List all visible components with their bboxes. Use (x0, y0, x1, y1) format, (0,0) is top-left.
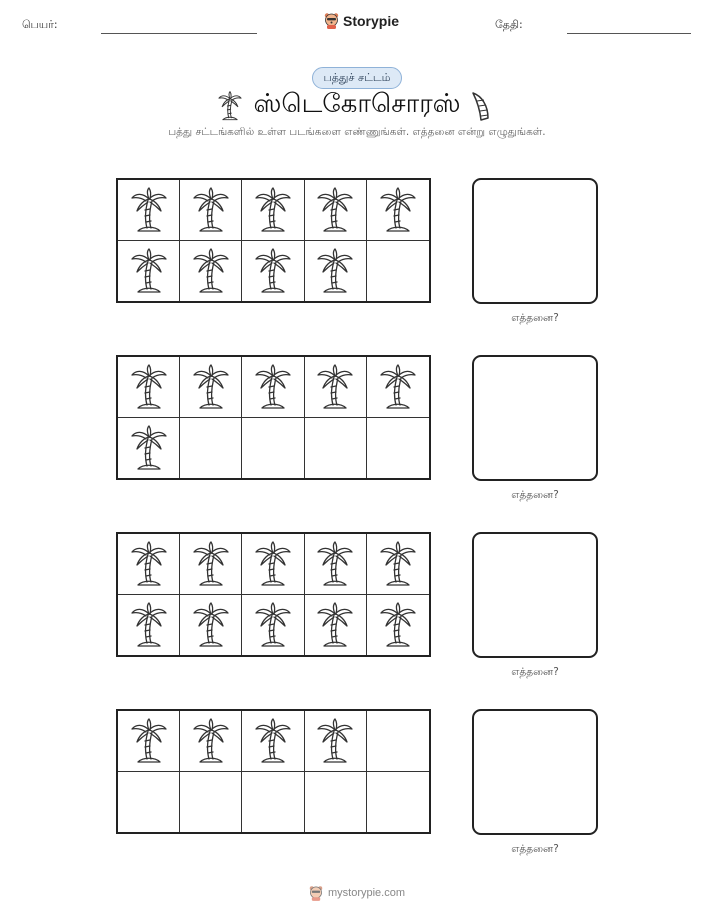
frame-cell (305, 534, 367, 595)
ten-frame-1 (116, 178, 431, 303)
brand-logo (324, 12, 399, 29)
palm-tree-icon (129, 364, 169, 410)
palm-tree-icon (191, 364, 231, 410)
palm-tree-icon (191, 602, 231, 648)
palm-tree-icon (253, 364, 293, 410)
palm-tree-icon (315, 364, 355, 410)
frame-cell (180, 772, 242, 833)
palm-tree-icon (253, 248, 293, 294)
frame-cell (305, 711, 367, 772)
palm-tree-icon (378, 364, 418, 410)
date-line[interactable] (567, 33, 691, 34)
palm-tree-icon (378, 541, 418, 587)
frame-cell (180, 534, 242, 595)
frame-cell (367, 772, 429, 833)
frame-cell (118, 357, 180, 418)
answer-box-3[interactable] (472, 532, 598, 658)
date-label: தேதி: (495, 18, 523, 31)
frame-cell (118, 595, 180, 656)
frame-cell (242, 180, 304, 241)
instructions: பத்து சட்டங்களில் உள்ள படங்களை எண்ணுங்கள். எத்தனை என்று எழுதுங்கள். (168, 126, 546, 138)
frame-cell (367, 357, 429, 418)
palm-tree-icon (315, 718, 355, 764)
frame-cell (305, 241, 367, 302)
frame-cell (180, 357, 242, 418)
palm-tree-icon (129, 248, 169, 294)
storypie-logo-icon (324, 12, 339, 29)
palm-tree-icon (315, 187, 355, 233)
brand-name: Storypie (343, 12, 400, 29)
frame-cell (242, 534, 304, 595)
frame-cell (242, 772, 304, 833)
frame-cell (242, 595, 304, 656)
frame-cell (367, 711, 429, 772)
question-label-2: எத்தனை? (511, 489, 559, 501)
palm-tree-icon (191, 248, 231, 294)
palm-tree-icon (315, 248, 355, 294)
footer (0, 885, 714, 901)
frame-cell (367, 418, 429, 479)
palm-tree-icon (378, 187, 418, 233)
question-label-3: எத்தனை? (511, 666, 559, 678)
answer-box-2[interactable] (472, 355, 598, 481)
ten-frame-2 (116, 355, 431, 480)
topic-badge: பத்துச் சட்டம் (312, 67, 402, 89)
question-label-4: எத்தனை? (511, 843, 559, 855)
palm-tree-icon (253, 602, 293, 648)
palm-tree-icon (253, 187, 293, 233)
palm-tree-icon (129, 541, 169, 587)
frame-cell (180, 711, 242, 772)
frame-cell (305, 418, 367, 479)
frame-cell (305, 180, 367, 241)
horn-icon (468, 90, 492, 122)
palm-tree-icon (191, 541, 231, 587)
palm-tree-icon (253, 718, 293, 764)
frame-cell (242, 418, 304, 479)
footer-logo-icon (309, 885, 323, 901)
frame-cell (305, 772, 367, 833)
frame-cell (367, 180, 429, 241)
palm-tree-icon (253, 541, 293, 587)
palm-tree-icon (129, 718, 169, 764)
answer-box-1[interactable] (472, 178, 598, 304)
frame-cell (180, 595, 242, 656)
worksheet-title: ஸ்டெகோசொரஸ் (253, 89, 461, 119)
palm-tree-icon (315, 541, 355, 587)
palm-tree-icon (315, 602, 355, 648)
frame-cell (180, 241, 242, 302)
frame-cell (118, 534, 180, 595)
frame-cell (118, 772, 180, 833)
palm-tree-icon (129, 187, 169, 233)
frame-cell (305, 595, 367, 656)
name-label: பெயர்: (22, 18, 58, 31)
ten-frame-3 (116, 532, 431, 657)
frame-cell (180, 180, 242, 241)
frame-cell (180, 418, 242, 479)
question-label-1: எத்தனை? (511, 312, 559, 324)
footer-url: mystorypie.com (327, 887, 406, 899)
frame-cell (242, 357, 304, 418)
palm-tree-icon (129, 425, 169, 471)
frame-cell (118, 180, 180, 241)
frame-cell (118, 418, 180, 479)
palm-tree-icon (191, 718, 231, 764)
palm-tree-icon (129, 602, 169, 648)
frame-cell (242, 711, 304, 772)
frame-cell (118, 711, 180, 772)
answer-box-4[interactable] (472, 709, 598, 835)
palm-tree-icon (191, 187, 231, 233)
frame-cell (367, 595, 429, 656)
name-line[interactable] (101, 33, 257, 34)
frame-cell (305, 357, 367, 418)
frame-cell (367, 241, 429, 302)
palm-tree-icon (378, 602, 418, 648)
frame-cell (242, 241, 304, 302)
frame-cell (118, 241, 180, 302)
frame-cell (367, 534, 429, 595)
ten-frame-4 (116, 709, 431, 834)
